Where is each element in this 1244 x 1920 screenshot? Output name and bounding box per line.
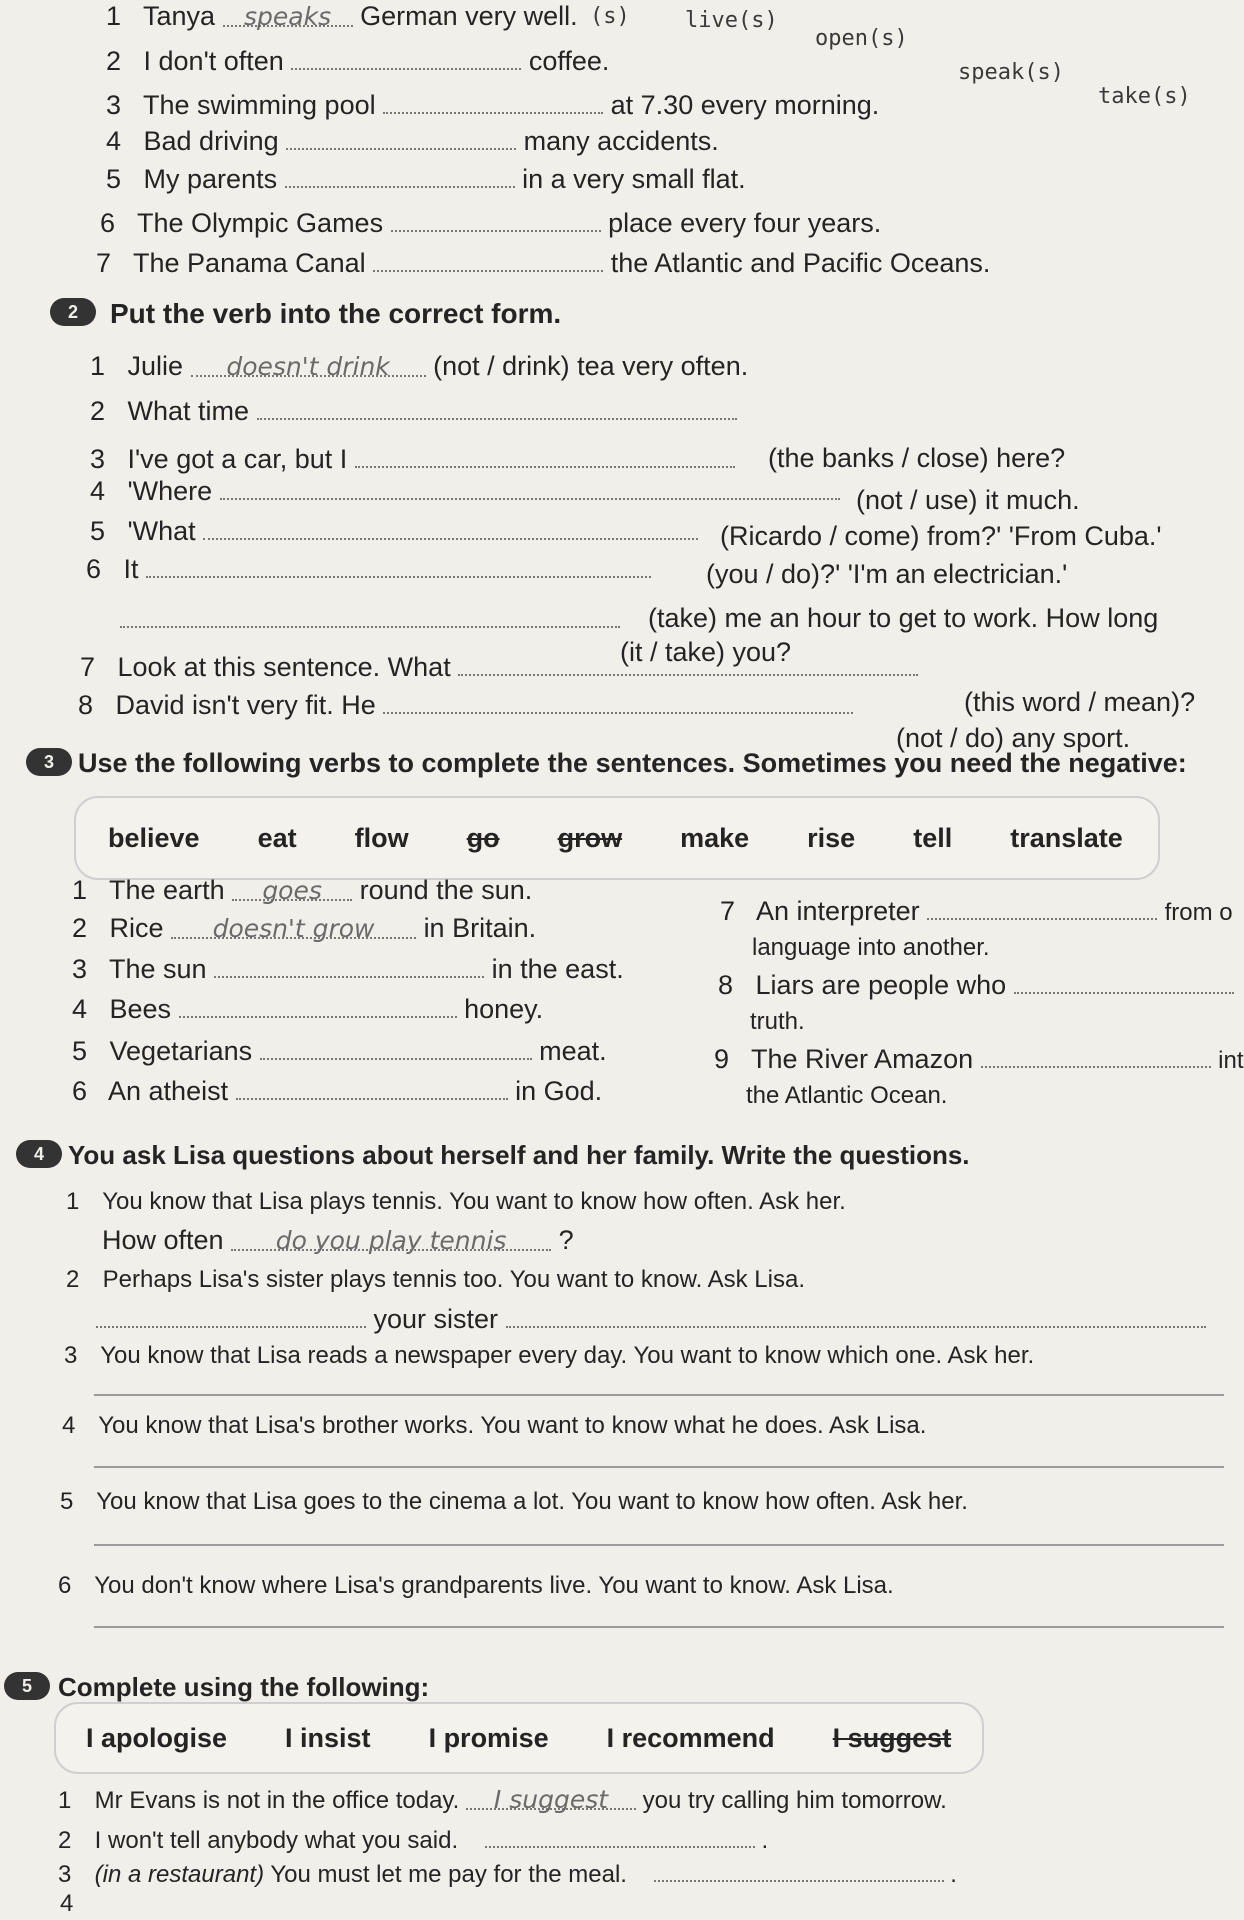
word-option: eat [257,822,297,853]
exercise-item: 9 The River Amazon int [714,1044,1244,1074]
exercise-item: 6 It [86,552,651,585]
answer-field[interactable] [257,394,737,420]
answer-field[interactable] [286,124,516,150]
answer-line[interactable] [94,1466,1224,1468]
question-item: 4 You know that Lisa's brother works. You want to know what he does. Ask Lisa. [62,1412,927,1439]
answer-field[interactable] [1014,968,1234,994]
exercise-item: 5 'What [90,514,698,547]
answer-line[interactable] [94,1544,1224,1546]
answer-line: How often do you play tennis ? [102,1225,574,1255]
word-option: rise [807,822,856,853]
word-option: translate [1010,822,1123,853]
word-box [74,796,1160,880]
exercise-item-cont: truth. [750,1008,805,1035]
answer-field[interactable]: doesn't grow [171,913,416,939]
word-tag: open(s) [815,26,908,51]
answer-field[interactable] [260,1034,532,1060]
exercise-item: 1 Tanya speaks German very well. [106,1,578,31]
section-number: 4 [16,1140,62,1168]
phrase-option: I apologise [86,1722,228,1753]
phrase-option: I insist [285,1722,371,1753]
exercise-item-cont: (take) me an hour to get to work. How long [648,603,1159,633]
answer-field[interactable]: do you play tennis [231,1225,551,1251]
exercise-item-cont: (you / do)?' 'I'm an electrician.' [706,559,1068,589]
question-item: 2 Perhaps Lisa's sister plays tennis too. You want to know. Ask Lisa. [66,1266,805,1293]
answer-line: your sister [96,1302,1206,1335]
section-title: Put the verb into the correct form. [110,298,562,329]
phrase-option-used: I suggest [832,1722,952,1753]
word-tag: (s) [590,4,630,29]
answer-field[interactable] [355,442,735,468]
answer-field[interactable] [96,1302,366,1328]
section-number: 5 [4,1672,50,1700]
exercise-item: 6 The Olympic Games place every four years. [100,208,882,238]
exercise-item: 4 [60,1890,74,1917]
answer-field[interactable] [654,1856,944,1882]
answer-field[interactable]: I suggest [466,1784,636,1810]
exercise-item: 7 The Panama Canal the Atlantic and Pacific Oceans. [96,248,991,278]
exercise-item: 3 The sun in the east. [72,954,624,984]
phrase-option: I recommend [606,1722,775,1753]
exercise-item-cont: (Ricardo / come) from?' 'From Cuba.' [720,521,1162,551]
word-option-used: go [466,822,500,853]
exercise-item: 3 (in a restaurant) You must let me pay for the meal. . [58,1856,957,1891]
exercise-item: 2 I won't tell anybody what you said. . [58,1822,768,1857]
answer-line [120,602,620,635]
answer-field[interactable] [120,602,620,628]
answer-field[interactable] [291,44,521,70]
answer-field[interactable]: doesn't drink [191,351,426,377]
word-option: make [680,822,750,853]
exercise-item: 1 Julie doesn't drink (not / drink) tea very often. [90,351,749,381]
exercise-item: 1 Mr Evans is not in the office today. I suggest you try calling him tomorrow. [58,1785,947,1814]
word-tag: live(s) [685,8,778,33]
word-box [54,1702,984,1774]
exercise-item: 1 The earth goes round the sun. [72,875,533,905]
answer-field[interactable] [373,246,603,272]
exercise-item-cont: the Atlantic Ocean. [746,1082,948,1109]
exercise-item: 7 An interpreter from o [720,896,1233,926]
answer-field[interactable] [214,952,484,978]
section-title: Use the following verbs to complete the sentences. Sometimes you need the negative: [78,748,1187,778]
answer-field[interactable] [485,1822,755,1848]
exercise-item: 5 Vegetarians meat. [72,1036,607,1066]
exercise-item: 3 I've got a car, but I [90,442,735,475]
question-item: 1 You know that Lisa plays tennis. You want to know how often. Ask her. [66,1188,846,1215]
exercise-item: 8 David isn't very fit. He [78,688,853,721]
exercise-item: 4 Bad driving many accidents. [106,126,719,156]
word-option: flow [354,822,409,853]
section-title: You ask Lisa questions about herself and her family. Write the questions. [68,1140,970,1170]
answer-field[interactable] [458,650,918,676]
section-number: 2 [50,298,96,326]
word-option-used: grow [557,822,623,853]
answer-field[interactable] [179,992,457,1018]
word-tag: speak(s) [958,60,1064,85]
exercise-item-cont: (it / take) you? [620,637,792,667]
answer-field[interactable] [383,88,603,114]
exercise-item: 7 Look at this sentence. What [80,650,918,683]
answer-field[interactable] [391,206,601,232]
exercise-item: 2 Rice doesn't grow in Britain. [72,913,537,943]
exercise-item: 5 My parents in a very small flat. [106,164,746,194]
question-item: 3 You know that Lisa reads a newspaper every day. You want to know which one. Ask her. [64,1342,1035,1369]
answer-field[interactable] [383,688,853,714]
word-option: believe [108,822,200,853]
exercise-item: 2 What time [90,394,737,427]
word-option: tell [913,822,953,853]
exercise-item-cont: (not / use) it much. [856,485,1080,515]
exercise-item: 3 The swimming pool at 7.30 every morning. [106,90,880,120]
exercise-item: 4 'Where [90,474,840,507]
phrase-option: I promise [428,1722,549,1753]
answer-field[interactable] [203,514,698,540]
question-item: 5 You know that Lisa goes to the cinema a lot. You want to know how often. Ask her. [60,1488,968,1515]
exercise-item-cont: (this word / mean)? [964,687,1196,717]
word-tag: take(s) [1098,84,1191,109]
answer-field[interactable]: speaks [223,1,353,27]
exercise-item: 8 Liars are people who [718,968,1234,1001]
question-item: 6 You don't know where Lisa's grandparents live. You want to know. Ask Lisa. [58,1572,894,1599]
answer-line[interactable] [94,1394,1224,1396]
answer-line[interactable] [94,1626,1224,1628]
exercise-item: 6 An atheist in God. [72,1076,603,1106]
exercise-item-cont: (the banks / close) here? [768,443,1066,473]
section-number: 3 [26,748,72,776]
answer-field[interactable] [927,894,1157,920]
exercise-item-cont: language into another. [752,934,990,961]
answer-field[interactable] [220,474,840,500]
answer-field[interactable] [285,162,515,188]
exercise-item: 4 Bees honey. [72,994,544,1024]
exercise-item: 2 I don't often coffee. [106,46,610,76]
exercise-item-cont: (not / do) any sport. [896,723,1131,753]
answer-field[interactable] [506,1302,1206,1328]
answer-field[interactable] [146,552,651,578]
answer-field[interactable] [981,1042,1211,1068]
answer-field[interactable] [236,1074,508,1100]
answer-field[interactable]: goes [232,875,352,901]
section-title: Complete using the following: [58,1672,430,1702]
